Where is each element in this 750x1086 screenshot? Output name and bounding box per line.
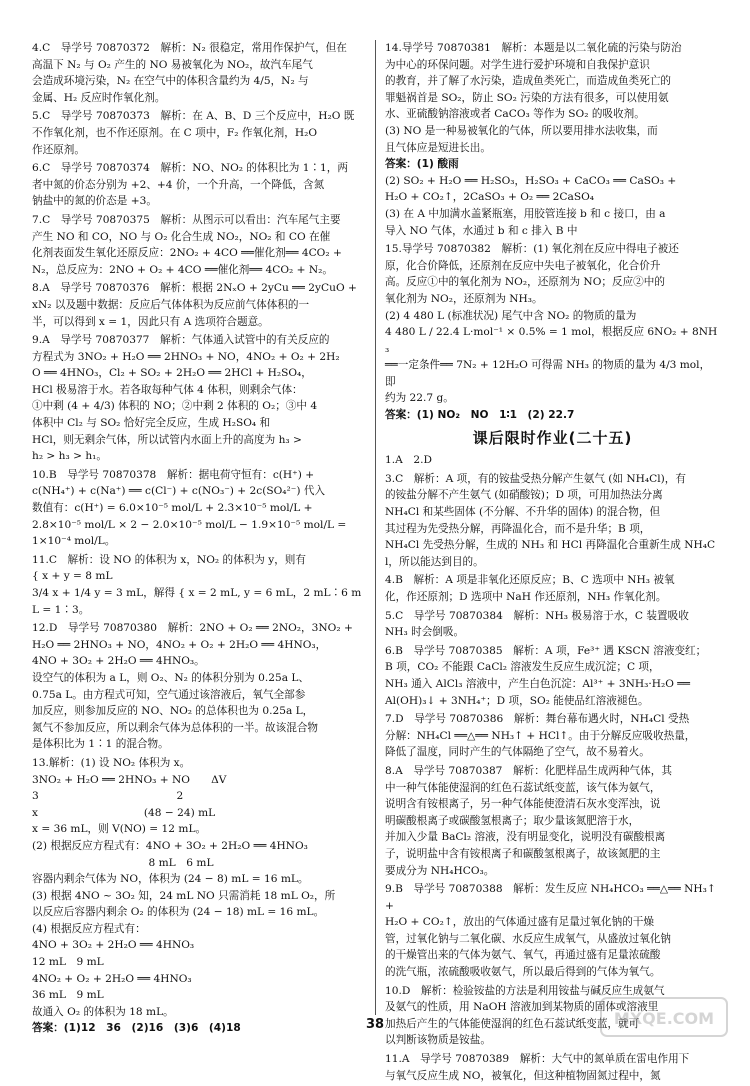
answer-line: 答案：(1) NO₂ NO 1∶1 (2) 22.7 (385, 409, 575, 422)
text-line: 11.A 导学号 70870389 解析：大气中的氮单质在雷电作用下 (385, 1053, 690, 1066)
answer-line: 答案：(1) 酸雨 (385, 158, 459, 171)
text-line: 13.解析：(1) 设 NO₂ 体积为 x。 (32, 756, 191, 769)
text-line: 4NO + 3O₂ + 2H₂O ══ 4HNO₃ (32, 939, 195, 952)
text-line: Al(OH)₃↓ + 3NH₄⁺；D 项，SO₂ 能使品红溶液褪色。 (385, 694, 649, 707)
text-line: H₂O + CO₂↑，放出的气体通过盛有足量过氧化钠的干燥 (385, 916, 654, 929)
text-line: 8 mL 6 mL (32, 856, 214, 869)
watermark-logo-icon (600, 997, 728, 1037)
question-item (385, 241, 720, 424)
text-line: 管，过氧化钠与二氧化碳、水反应生成氧气，从盛放过氧化钠 (385, 932, 672, 945)
text-line: xN₂ 以及题中数据：反应后气体体积为反应前气体体积的一 (32, 298, 310, 311)
text-line: 会造成环境污染，N₂ 在空气中的体积含量约为 4/5，N₂ 与 (32, 75, 309, 88)
text-line: 15.导学号 70870382 解析：(1) 氧化剂在反应中得电子被还 (385, 243, 679, 256)
text-line: 作还原剂。 (32, 143, 85, 156)
answer-detail-line: (3) 在 A 中加满水盖紧瓶塞，用胶管连接 b 和 c 接口，由 a (385, 207, 666, 220)
column-divider (375, 40, 376, 1015)
text-line: 中一种气体能使湿润的红色石蕊试纸变蓝，该气体为氨气， (385, 781, 661, 794)
text-line: (2) 根据反应方程式有：4NO + 3O₂ + 2H₂O ══ 4HNO₃ (32, 839, 308, 852)
text-line: HCl，则无剩余气体，所以试管内水面上升的高度为 h₃ > (32, 433, 302, 446)
text-line: 1.A 2.D (385, 454, 432, 467)
text-line: NH₃ 通入 AlCl₃ 溶液中，产生白色沉淀：Al³⁺ + 3NH₃·H₂O ══ (385, 677, 690, 690)
text-line: x (48 − 24) mL (32, 806, 216, 819)
text-line: 钠盐中的氮的价态是 +3。 (32, 195, 157, 208)
text-line: NH₄Cl 先受热分解，生成的 NH₃ 和 HCl 再降温化合重新生成 NH₄Cl，所以能达到目的。 (385, 539, 716, 568)
text-line: O ══ 4HNO₃，Cl₂ + SO₂ + 2H₂O ══ 2HCl + H₂SO₄， (32, 367, 312, 380)
text-line: 明碳酸根离子或碳酸氢根离子；取少量该氮肥溶于水， (385, 814, 640, 827)
question-item (32, 280, 365, 330)
text-line: x = 36 mL，则 V(NO) = 12 mL。 (32, 823, 207, 836)
text-line: 数值有：c(H⁺) = 6.0×10⁻⁵ mol/L + 2.3×10⁻⁵ mol/L + (32, 502, 313, 515)
text-line: 8.A 导学号 70870376 解析：根据 2NₓO + 2yCu ══ 2yCuO + (32, 282, 357, 295)
text-line: 9.A 导学号 70870377 解析：气体通入试管中的有关反应的 (32, 334, 330, 347)
text-line: H₂O ══ 2HNO₃ + NO，4NO₂ + O₂ + 2H₂O ══ 4HNO₃， (32, 638, 327, 651)
text-line: 说明含有铵根离子，另一种气体能使澄清石灰水变浑浊，说 (385, 798, 661, 811)
question-item (385, 763, 720, 879)
text-line: 的教育，并了解了水污染，造成鱼类死亡，而造成鱼类死亡的 (385, 75, 672, 88)
text-line: 方程式为 3NO₂ + H₂O ══ 2HNO₃ + NO，4NO₂ + O₂ + 2H₂ (32, 350, 340, 363)
text-line: 的铵盐分解不产生氨气 (如硝酸铵)；D 项，可用加热法分离 (385, 489, 663, 502)
text-line: 9.B 导学号 70870388 解析：发生反应 NH₄HCO₃ ══△══ NH₃↑ + (385, 883, 716, 912)
text-line: 降低了温度，同时产生的气体隔绝了空气，故不易着火。 (385, 746, 650, 759)
page-number: 38 (365, 1017, 385, 1032)
text-line: 金属、H₂ 反应时作氧化剂。 (32, 91, 166, 104)
text-line: 5.C 导学号 70870373 解析：在 A、B、D 三个反应中，H₂O 既 (32, 110, 355, 123)
text-line: 氮气不参加反应，所以剩余气体为总体积的一半。故该混合物 (32, 721, 319, 734)
text-line: NH₄Cl 和某些固体 (不分解、不升华的固体) 的混合物，但 (385, 506, 661, 519)
text-line: ①中剩 (4 + 4/3) 体积的 NO；②中剩 2 体积的 O₂；③中 4 (32, 400, 318, 413)
question-item (385, 881, 720, 981)
question-item (32, 552, 365, 618)
question-item (32, 467, 365, 550)
text-line: 4NO + 3O₂ + 2H₂O ══ 4HNO₃。 (32, 655, 205, 668)
text-line: 4NO₂ + O₂ + 2H₂O ══ 4HNO₃ (32, 972, 192, 985)
question-item (385, 643, 720, 709)
text-line: h₂ > h₃ > h₁。 (32, 450, 108, 463)
text-line: N₂，总反应为：2NO + O₂ + 4CO ══催化剂══ 4CO₂ + N₂。 (32, 263, 333, 276)
text-line: (3) NO 是一种易被氧化的气体，所以要用排水法收集，而 (385, 124, 658, 137)
text-line: 与氧气反应生成 NO，被氧化，但这种植物固氮过程中，氮 (385, 1069, 661, 1082)
text-line: 3 2 (32, 790, 184, 803)
text-line: 3.C 解析：A 项，有的铵盐受热分解产生氨气 (如 NH₄Cl)，有 (385, 472, 686, 485)
text-line: 8.A 导学号 70870387 解析：化肥样品生成两种气体，其 (385, 764, 672, 777)
text-line: 0.75a L。由方程式可知，空气通过该溶液后，氧气全部参 (32, 688, 306, 701)
text-line: 加热后产生的气体能使湿润的红色石蕊试纸变蓝，就可 (385, 1017, 640, 1030)
text-line: 的洗气瓶，浓硫酸吸收氨气，所以最后得到的气体为氧气。 (385, 966, 661, 979)
text-line: 36 mL 9 mL (32, 989, 104, 1002)
text-line: 3/4 x + 1/4 y = 3 mL，解得 { x = 2 mL, y = 6 mL，2 mL∶6 mL = 1∶3。 (32, 587, 362, 616)
text-line: 不作氧化剂，也不作还原剂。在 C 项中，F₂ 作氧化剂，H₂O (32, 126, 318, 139)
question-item (385, 471, 720, 571)
text-line: 7.C 导学号 70870375 解析：从图示可以看出：汽车尾气主要 (32, 213, 341, 226)
text-line: (2) 4 480 L (标准状况) 尾气中含 NO₂ 的物质的量为 (385, 309, 637, 322)
text-line: 化剂表面发生氧化还原反应：2NO₂ + 4CO ══催化剂══ 4CO₂ + (32, 247, 342, 260)
text-line: 原，化合价降低，还原剂在反应中失电子被氧化，化合价升 (385, 259, 661, 272)
text-line: 容器内剩余气体为 NO，体积为 (24 − 8) mL = 16 mL。 (32, 873, 309, 886)
text-line: 体积中 Cl₂ 与 SO₂ 恰好完全反应，生成 H₂SO₄ 和 (32, 417, 271, 430)
text-line: 4.B 解析：A 项是非氧化还原反应；B、C 选项中 NH₃ 被氧 (385, 574, 675, 587)
text-line: 4 480 L / 22.4 L·mol⁻¹ × 0.5% = 1 mol，根据反应 6NO₂ + 8NH₃ (385, 326, 718, 355)
text-line: 高温下 N₂ 与 O₂ 产生的 NO 易被氧化为 NO₂，故汽车尾气 (32, 58, 313, 71)
text-line: 要成分为 NH₄HCO₃。 (385, 864, 495, 877)
answer-detail-line: H₂O + CO₂↑，2CaSO₃ + O₂ ══ 2CaSO₄ (385, 191, 595, 204)
question-item (385, 608, 720, 641)
text-line: 故通入 O₂ 的体积为 18 mL。 (32, 1005, 174, 1018)
text-line: 7.D 导学号 70870386 解析：舞台幕布遇火时，NH₄Cl 受热 (385, 713, 690, 726)
text-line: 10.D 解析：检验铵盐的方法是利用铵盐与碱反应生成氨气 (385, 984, 665, 997)
text-line: 11.C 解析：设 NO 的体积为 x，NO₂ 的体积为 y，则有 (32, 553, 306, 566)
right-column (385, 40, 720, 1086)
text-line: (3) 根据 4NO ~ 3O₂ 知，24 mL NO 只需消耗 18 mL O₂，所 (32, 889, 336, 902)
text-line: B 项，CO₂ 不能跟 CaCl₂ 溶液发生反应生成沉淀；C 项， (385, 661, 660, 674)
text-line: 且气体应是短进长出。 (385, 141, 491, 154)
question-item (385, 1051, 720, 1084)
text-line: 罪魁祸首是 SO₂，防止 SO₂ 污染的方法有很多，可以使用氨 (385, 91, 669, 104)
text-line: 氧化剂为 NO₂，还原剂为 NH₃。 (385, 292, 543, 305)
answer-detail-line: 导入 NO 气体，水通过 b 和 c 排入 B 中 (385, 224, 578, 237)
question-item (32, 40, 365, 106)
text-line: (4) 根据反应方程式有： (32, 922, 146, 935)
text-line: 3NO₂ + H₂O ══ 2HNO₃ + NO ΔV (32, 773, 227, 786)
text-line: 约为 22.7 g。 (385, 392, 454, 405)
text-line: 2.8×10⁻⁵ mol/L × 2 − 2.0×10⁻⁵ mol/L − 1.9×10⁻⁵ mol/L = (32, 518, 347, 531)
question-item (32, 620, 365, 753)
text-line: 产生 NO 和 CO，NO 与 O₂ 化合生成 NO₂，NO₂ 和 CO 在催 (32, 230, 331, 243)
text-line: 高。反应①中的氧化剂为 NO₂，还原剂为 NO；反应②中的 (385, 276, 665, 289)
text-line: 及氨气的性质，用 NaOH 溶液加到某物质的固体或溶液里 (385, 1001, 659, 1014)
text-line: 者中氮的价态分别为 +2、+4 价，一个升高，一个降低，含氮 (32, 178, 325, 191)
text-line: 化，作还原剂；D 选项中 NaH 作还原剂，NH₃ 作氧化剂。 (385, 591, 667, 603)
answer-line: 答案：(1)12 36 (2)16 (3)6 (4)18 (32, 1022, 241, 1035)
text-line: HCl 极易溶于水。若各取每种气体 4 体积，则剩余气体： (32, 383, 303, 396)
text-line: 10.B 导学号 70870378 解析：据电荷守恒有：c(H⁺) + (32, 468, 315, 481)
text-line: 6.B 导学号 70870385 解析：A 项，Fe³⁺ 遇 KSCN 溶液变红； (385, 644, 707, 657)
left-column (32, 40, 365, 1039)
text-line: NH₃ 时会倒吸。 (385, 626, 465, 639)
question-item (385, 572, 720, 605)
answer-detail-line: (2) SO₂ + H₂O ══ H₂SO₃，H₂SO₃ + CaCO₃ ══ CaSO₃ + (385, 174, 677, 187)
text-line: 为中心的环保问题。对学生进行爱护环境和自我保护意识 (385, 58, 650, 71)
text-line: 其过程为先受热分解，再降温化合，而不是升华；B 项， (385, 522, 651, 535)
text-line: 半，可以得到 x = 1，因此只有 A 选项符合题意。 (32, 315, 269, 328)
question-item (385, 40, 720, 239)
question-item (385, 711, 720, 761)
text-line: 6.C 导学号 70870374 解析：NO、NO₂ 的体积比为 1∶1，两 (32, 162, 348, 175)
section-title: 课后限时作业(二十五) (472, 428, 633, 447)
text-line: 5.C 导学号 70870384 解析：NH₃ 极易溶于水，C 装置吸收 (385, 609, 689, 622)
text-line: 分解：NH₄Cl ══△══ NH₃↑ + HCl↑。由于分解反应吸收热量， (385, 729, 696, 742)
text-line: c(NH₄⁺) + c(Na⁺) ══ c(Cl⁻) + c(NO₃⁻) + 2c(SO₄²⁻) 代入 (32, 485, 326, 498)
question-item (32, 160, 365, 210)
watermark-text: MXQE.COM (613, 1009, 715, 1028)
text-line: 的干燥管出来的气体为氨气、氧气，再通过盛有足量浓硫酸 (385, 949, 661, 962)
question-item (32, 755, 365, 1037)
text-line: 12.D 导学号 70870380 解析：2NO + O₂ ══ 2NO₂，3NO₂ + (32, 622, 353, 635)
text-line: 以反应后容器内剩余 O₂ 的体积为 (24 − 18) mL = 16 mL。 (32, 906, 325, 919)
text-line: 1×10⁻⁴ mol/L。 (32, 535, 116, 548)
text-line: 以判断该物质是铵盐。 (385, 1034, 491, 1047)
text-line: 并加入少量 BaCl₂ 溶液，没有明显变化，说明没有碳酸根离 (385, 831, 666, 844)
question-item (385, 452, 720, 469)
text-line: 水、亚硫酸钠溶液或者 CaCO₃ 等作为 SO₂ 的吸收剂。 (385, 108, 645, 121)
text-line: 4.C 导学号 70870372 解析：N₂ 很稳定，常用作保护气，但在 (32, 42, 347, 54)
question-item (32, 108, 365, 158)
text-line: ══一定条件══ 7N₂ + 12H₂O 可得需 NH₃ 的物质的量为 4/3 mol，即 (385, 359, 711, 388)
question-item (32, 212, 365, 278)
question-item (32, 332, 365, 465)
text-line: 是体积比为 1∶1 的混合物。 (32, 738, 169, 751)
text-line: 12 mL 9 mL (32, 956, 104, 969)
text-line: 加反应，则参加反应的 NO、NO₂ 的总体积也为 0.25a L， (32, 705, 314, 718)
text-line: 子，说明盐中含有铵根离子和碳酸氢根离子，故该氮肥的主 (385, 847, 661, 860)
text-line: { x + y = 8 mL (32, 570, 113, 583)
text-line: 14.导学号 70870381 解析：本题是以二氧化硫的污染与防治 (385, 42, 682, 54)
text-line: 设空气的体积为 a L，则 O₂、N₂ 的体积分别为 0.25a L、 (32, 671, 310, 684)
